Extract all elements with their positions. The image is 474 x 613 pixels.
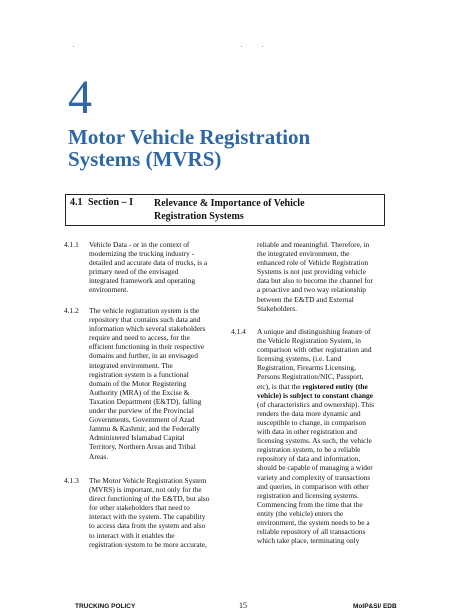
section-title-line2: Registration Systems: [154, 211, 244, 222]
text-line: repository of data and information,: [257, 454, 361, 464]
page-number: 15: [239, 601, 247, 610]
chapter-title-line2: Systems (MVRS): [68, 147, 222, 171]
text-line: Vehicle Data - or in the context of: [89, 240, 190, 249]
text-line: should be capable of managing a wider: [257, 463, 373, 473]
text-line: under the purview of the Provincial: [89, 406, 194, 416]
text-line: data but also to become the channel for: [257, 276, 373, 286]
text-line: The vehicle registration system is the: [89, 306, 200, 315]
text-line: integrated environment. The: [89, 360, 173, 370]
text-line: Areas.: [89, 451, 109, 461]
section-heading-box: [65, 194, 385, 226]
text-line: [257, 391, 409, 400]
text-line: Taxation Department (E&TD), falling: [89, 396, 202, 406]
text-run: etc), is that the: [257, 381, 303, 391]
text-line: Commencing from the time that the: [257, 499, 363, 509]
text-line: licensing systems. As such, the vehicle: [257, 436, 372, 446]
chapter-title: [68, 126, 310, 170]
paragraph-number: 4.1.3: [64, 476, 79, 485]
text-line: Stakeholders.: [257, 303, 298, 313]
text-line: entity (the vehicle) enters the: [257, 508, 344, 518]
text-line: detailed and accurate data of trucks, is a: [89, 258, 208, 268]
text-line: enhanced role of Vehicle Registration: [257, 258, 369, 268]
text-line: comparison with other registration and: [257, 345, 372, 355]
text-line: Territory, Northern Areas and Tribal: [89, 442, 196, 452]
text-line: the integrated environment, the: [257, 249, 350, 259]
text-line: (MVRS) is important, not only for the: [89, 485, 202, 495]
scan-speck: [73, 46, 74, 47]
text-line: Administered Islamabad Capital: [89, 433, 185, 443]
section-number: 4.1: [70, 197, 83, 208]
text-line: efficient functioning in their respective: [89, 342, 205, 352]
text-line: reliable repository of all transactions: [257, 527, 366, 537]
text-line: integrated framework and operating: [89, 276, 196, 286]
text-line: primary need of the envisaged: [89, 267, 179, 277]
paragraph-text: [89, 240, 240, 295]
chapter-title-line1: Motor Vehicle Registration: [68, 125, 311, 149]
text-line: renders the data more dynamic and: [257, 408, 361, 418]
section-title: [154, 197, 380, 223]
footer-right-text: MoIP&SI/ EDB: [353, 603, 397, 610]
scan-speck: [262, 46, 263, 47]
text-line: modernizing the trucking industry -: [89, 249, 195, 259]
text-line: to interact with it enables the: [89, 530, 175, 540]
text-line: Systems is not just providing vehicle: [257, 267, 367, 277]
text-line: registration system is a functional: [89, 369, 189, 379]
text-line: repository that contains such data and: [89, 315, 201, 325]
text-line: Registration, Firearms Licensing,: [257, 363, 356, 373]
text-line: interact with the system. The capability: [89, 512, 206, 522]
paragraph-number: 4.1.4: [231, 327, 246, 336]
text-line: Jammu & Kashmir, and the Federally: [89, 424, 200, 434]
text-line: A unique and distinguishing feature of: [257, 327, 371, 336]
bold-text-run: registered entity (the: [302, 381, 368, 391]
text-line: information which several stakeholders: [89, 324, 206, 334]
text-line: licensing systems, (i.e. Land: [257, 354, 342, 364]
text-line: to access data from the system and also: [89, 521, 206, 531]
footer-left-text: TRUCKING POLICY: [75, 603, 136, 610]
text-line: require and need to access, for the: [89, 333, 190, 343]
scan-speck: [241, 46, 242, 47]
paragraph-number: 4.1.1: [64, 240, 79, 249]
text-line: a proactive and two way relationship: [257, 285, 366, 295]
text-line: Governments, Government of Azad: [89, 415, 195, 425]
text-line: registration system to be more accurate,: [89, 539, 207, 549]
text-line: Authority (MRA) of the Excise &: [89, 387, 190, 397]
text-line: the Vehicle Registration System, in: [257, 336, 361, 346]
text-line: for other stakeholders that need to: [89, 503, 190, 513]
chapter-number: 4: [68, 71, 92, 124]
paragraph-text: [89, 476, 240, 549]
text-line: direct functioning of the E&TD, but also: [89, 494, 210, 504]
text-line: domains and further, in an envisaged: [89, 351, 198, 361]
text-line: with data in other registration and: [257, 427, 357, 437]
footer-left: [75, 603, 135, 610]
text-line: registration system, to be a reliable: [257, 445, 361, 455]
text-line: which take place, terminating only: [257, 536, 360, 546]
bold-text-run: vehicle) is subject to constant change: [257, 390, 373, 400]
text-line: Persons Registration/NIC, Passport,: [257, 372, 364, 382]
paragraph-text: [257, 327, 409, 545]
text-line: variety and complexity of transactions: [257, 472, 371, 482]
text-line: susceptible to change, in comparison: [257, 417, 366, 427]
text-line: environment, the system needs to be a: [257, 517, 370, 527]
section-label: Section – I: [88, 197, 133, 208]
text-line: environment.: [89, 285, 129, 295]
text-line: reliable and meaningful. Therefore, in: [257, 240, 370, 249]
text-line: (of characteristics and ownership). This: [257, 399, 375, 409]
text-line: registration and licensing systems.: [257, 490, 359, 500]
text-line: The Motor Vehicle Registration System: [89, 476, 207, 485]
paragraph-4-1-3-continued: [257, 240, 409, 313]
paragraph-text: [89, 306, 240, 461]
section-title-line1: Relevance & Importance of Vehicle: [154, 198, 305, 209]
paragraph-number: 4.1.2: [64, 306, 79, 315]
footer-right: [353, 603, 397, 610]
text-line: between the E&TD and External: [257, 294, 354, 304]
text-line: domain of the Motor Registering: [89, 378, 187, 388]
text-line: [257, 382, 409, 391]
text-line: and queries, in comparison with other: [257, 481, 369, 491]
